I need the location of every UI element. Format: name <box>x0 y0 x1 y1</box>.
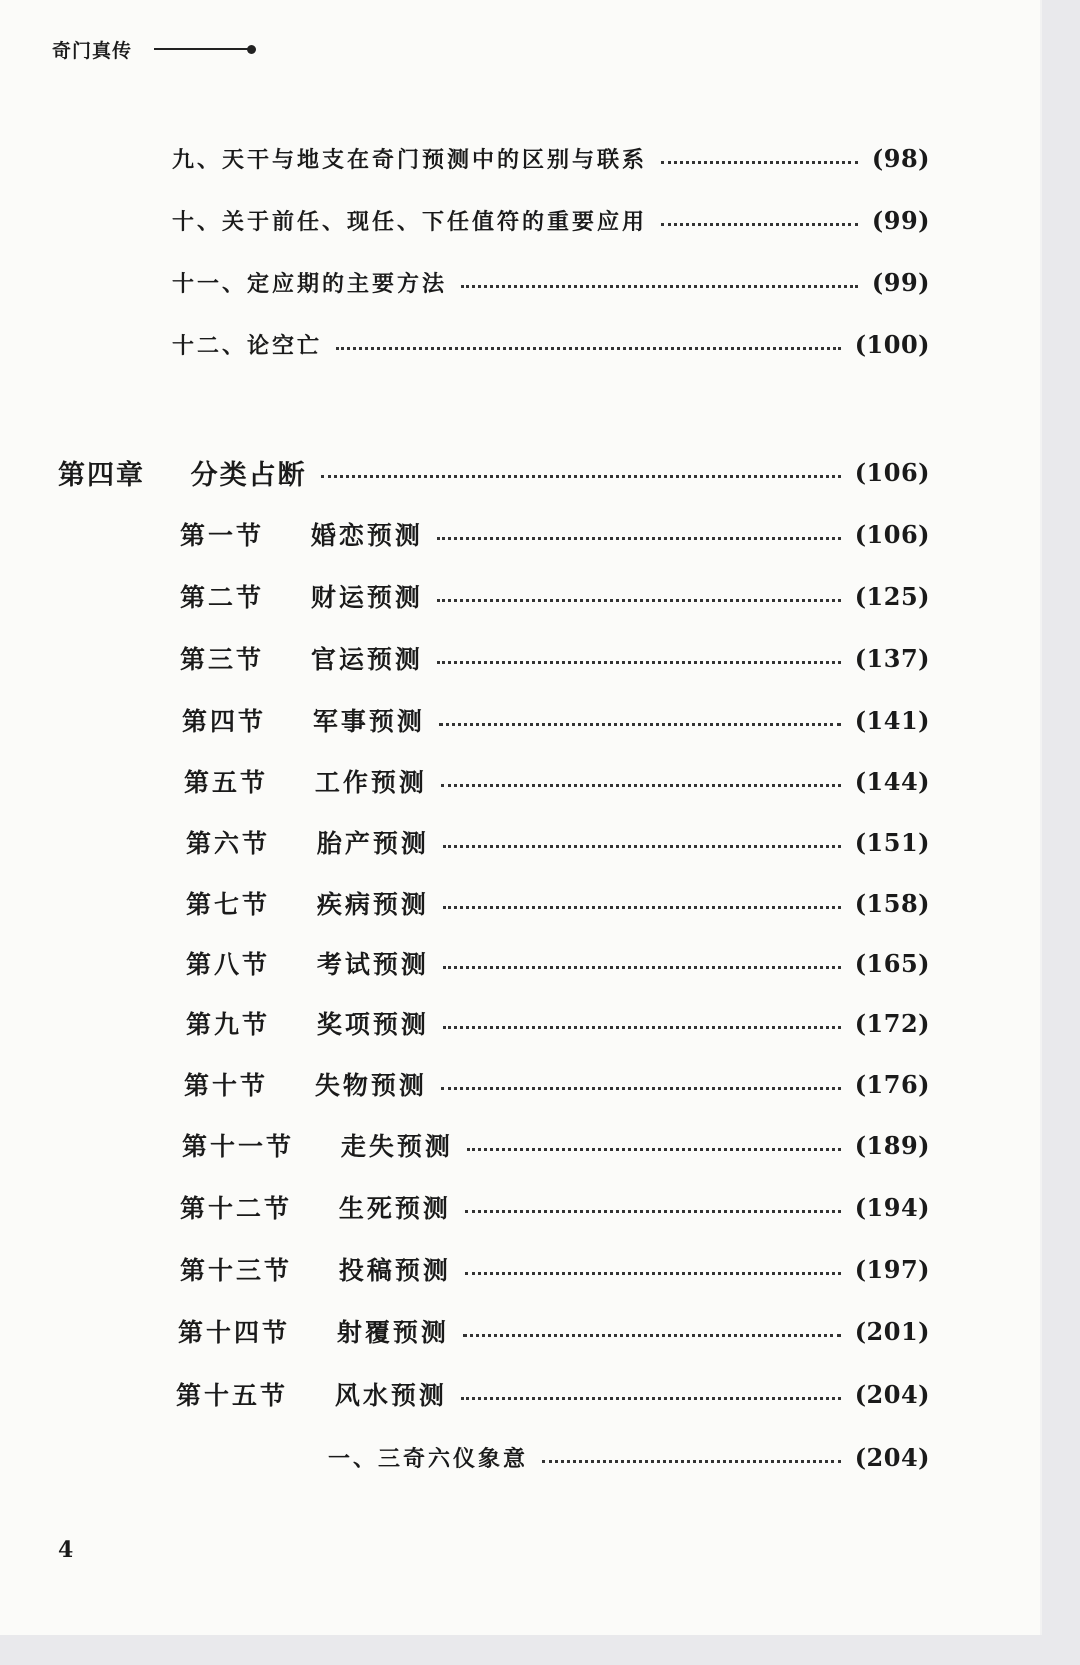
toc-entry-page: (106) <box>854 519 930 549</box>
toc-section-10[interactable] <box>184 1064 930 1104</box>
toc-entry-page: (98) <box>871 143 930 173</box>
leader-dots <box>437 537 841 540</box>
toc-section-label: 第十四节 射覆预测 <box>178 1318 449 1347</box>
leader-dots <box>321 475 841 478</box>
toc-entry-page: (189) <box>854 1130 930 1160</box>
leader-dots <box>441 1087 841 1090</box>
leader-dots <box>437 661 841 664</box>
leader-dots <box>443 1026 841 1029</box>
toc-section-5[interactable] <box>184 761 930 801</box>
toc-section-label: 第十五节 风水预测 <box>176 1381 447 1410</box>
leader-dots <box>443 966 841 969</box>
leader-dots <box>542 1460 841 1463</box>
toc-section-label: 第六节 胎产预测 <box>186 829 429 858</box>
toc-entry-10[interactable] <box>172 200 930 240</box>
header-rule <box>154 48 249 50</box>
toc-section-label: 第七节 疾病预测 <box>186 890 429 919</box>
toc-entry-page: (176) <box>854 1069 930 1099</box>
toc-entry-label: 十一、定应期的主要方法 <box>172 270 448 297</box>
page-number: 4 <box>58 1537 74 1563</box>
toc-section-label: 第十二节 生死预测 <box>180 1194 451 1223</box>
leader-dots <box>465 1210 841 1213</box>
toc-section-15[interactable] <box>176 1374 930 1414</box>
toc-entry-page: (201) <box>854 1316 930 1346</box>
toc-entry-page: (151) <box>854 827 930 857</box>
toc-chapter-label: 第四章 分类占断 <box>58 459 307 491</box>
toc-entry-label: 九、天干与地支在奇门预测中的区别与联系 <box>172 146 648 173</box>
toc-section-1[interactable] <box>180 514 930 554</box>
leader-dots <box>465 1272 841 1275</box>
toc-entry-page: (99) <box>871 267 930 297</box>
leader-dots <box>336 347 841 350</box>
toc-section-label: 第八节 考试预测 <box>186 950 429 979</box>
leader-dots <box>461 1397 841 1400</box>
toc-entry-9[interactable] <box>172 138 930 178</box>
toc-entry-label: 十二、论空亡 <box>172 332 323 359</box>
toc-entry-page: (125) <box>854 581 930 611</box>
leader-dots <box>467 1148 841 1151</box>
toc-entry-page: (204) <box>854 1442 930 1472</box>
toc-section-14[interactable] <box>178 1311 930 1351</box>
leader-dots <box>437 599 841 602</box>
header-title: 奇门真传 <box>52 39 133 62</box>
toc-section-12[interactable] <box>180 1187 930 1227</box>
running-header <box>52 36 256 62</box>
toc-section-11[interactable] <box>182 1125 930 1165</box>
header-dot <box>247 45 256 54</box>
toc-entry-page: (165) <box>854 948 930 978</box>
toc-section-9[interactable] <box>186 1003 930 1043</box>
toc-section-label: 第一节 婚恋预测 <box>180 521 423 550</box>
leader-dots <box>661 223 858 226</box>
toc-section-3[interactable] <box>180 638 930 678</box>
toc-entry-page: (141) <box>854 705 930 735</box>
toc-entry-page: (100) <box>854 329 930 359</box>
toc-section-label: 第五节 工作预测 <box>184 768 427 797</box>
toc-section-label: 第十节 失物预测 <box>184 1071 427 1100</box>
toc-entry-page: (172) <box>854 1008 930 1038</box>
toc-section-label: 第十一节 走失预测 <box>182 1132 453 1161</box>
toc-section-6[interactable] <box>186 822 930 862</box>
toc-entry-page: (137) <box>854 643 930 673</box>
leader-dots <box>463 1334 841 1337</box>
toc-section-4[interactable] <box>182 700 930 740</box>
toc-entry-page: (99) <box>871 205 930 235</box>
leader-dots <box>461 285 858 288</box>
toc-section-label: 第九节 奖项预测 <box>186 1010 429 1039</box>
toc-entry-page: (194) <box>854 1192 930 1222</box>
toc-section-8[interactable] <box>186 943 930 983</box>
toc-entry-12[interactable] <box>172 324 930 364</box>
leader-dots <box>439 723 841 726</box>
toc-section-2[interactable] <box>180 576 930 616</box>
toc-entry-page: (144) <box>854 766 930 796</box>
toc-entry-page: (158) <box>854 888 930 918</box>
leader-dots <box>441 784 841 787</box>
toc-entry-page: (197) <box>854 1254 930 1284</box>
toc-section-label: 第十三节 投稿预测 <box>180 1256 451 1285</box>
toc-section-label: 第二节 财运预测 <box>180 583 423 612</box>
toc-entry-11[interactable] <box>172 262 930 302</box>
toc-entry-page: (204) <box>854 1379 930 1409</box>
toc-subentry-1[interactable] <box>328 1437 930 1477</box>
leader-dots <box>443 845 841 848</box>
toc-entry-label: 一、三奇六仪象意 <box>328 1445 529 1472</box>
leader-dots <box>661 161 858 164</box>
toc-section-13[interactable] <box>180 1249 930 1289</box>
toc-section-label: 第四节 军事预测 <box>182 707 425 736</box>
toc-section-label: 第三节 官运预测 <box>180 645 423 674</box>
leader-dots <box>443 906 841 909</box>
toc-chapter-4[interactable] <box>58 452 930 492</box>
toc-entry-label: 十、关于前任、现任、下任值符的重要应用 <box>172 208 648 235</box>
toc-section-7[interactable] <box>186 883 930 923</box>
toc-entry-page: (106) <box>854 457 930 487</box>
